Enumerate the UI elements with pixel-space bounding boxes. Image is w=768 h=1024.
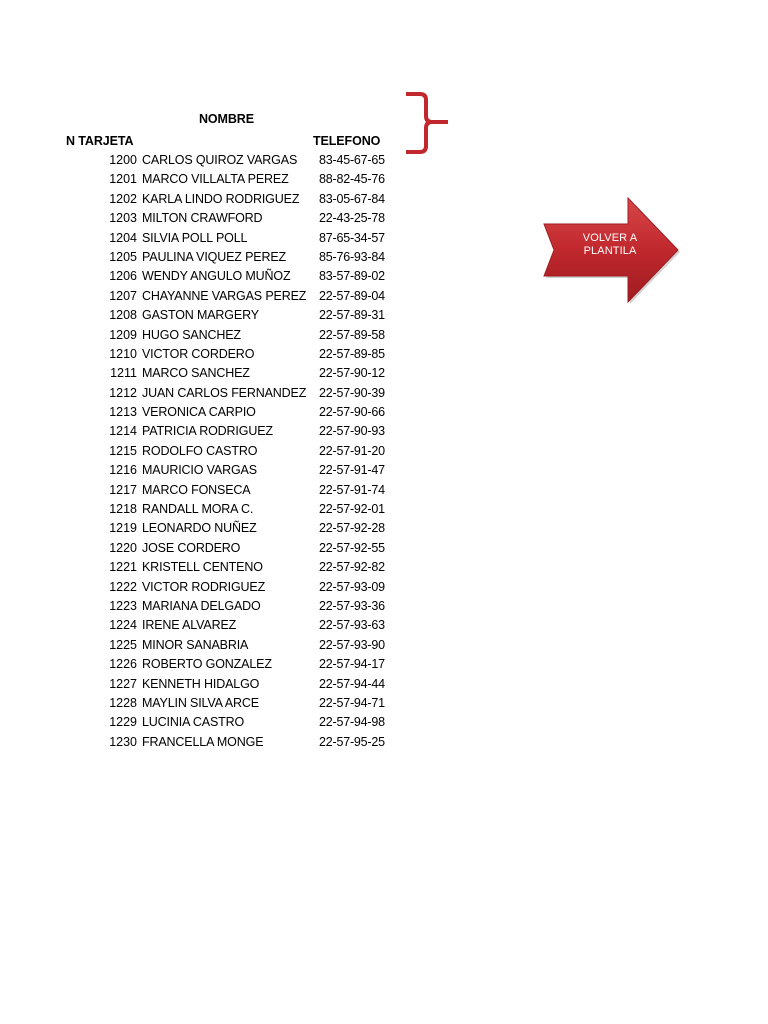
contact-name: PAULINA VIQUEZ PEREZ [142, 249, 287, 264]
phone-number: 22-57-94-98 [319, 715, 385, 730]
volver-label-line2: PLANTILA [583, 245, 637, 257]
card-number: 1209 [109, 327, 137, 342]
contact-name: RODOLFO CASTRO [142, 443, 258, 458]
card-number: 1221 [109, 560, 137, 575]
phone-number: 22-57-89-31 [319, 308, 385, 323]
contact-name: CHAYANNE VARGAS PEREZ [142, 288, 307, 303]
table-row [0, 694, 420, 713]
contact-name: PATRICIA RODRIGUEZ [142, 424, 273, 439]
table-row [0, 209, 420, 228]
contact-name: WENDY ANGULO MUÑOZ [142, 269, 291, 284]
card-number: 1201 [109, 172, 137, 187]
table-row [0, 481, 420, 500]
card-number: 1205 [109, 249, 137, 264]
table-row [0, 384, 420, 403]
table-row [0, 364, 420, 383]
table-row [0, 326, 420, 345]
phone-number: 85-76-93-84 [319, 249, 385, 264]
phone-number: 87-65-34-57 [319, 230, 385, 245]
contact-name: ROBERTO GONZALEZ [142, 657, 272, 672]
table-row [0, 539, 420, 558]
card-number: 1215 [109, 443, 137, 458]
table-row [0, 170, 420, 189]
contact-name: MINOR SANABRIA [142, 637, 249, 652]
card-number: 1220 [109, 540, 137, 555]
contact-name: JOSE CORDERO [142, 540, 241, 555]
contact-name: MARIANA DELGADO [142, 598, 261, 613]
card-number: 1211 [110, 366, 137, 381]
phone-number: 22-57-95-25 [319, 734, 385, 749]
phone-number: 22-57-89-04 [319, 288, 385, 303]
table-row [0, 190, 420, 209]
phone-number: 22-57-92-28 [319, 521, 385, 536]
contact-name: LEONARDO NUÑEZ [142, 521, 257, 536]
phone-number: 22-57-92-01 [319, 502, 385, 517]
phone-number: 83-05-67-84 [319, 191, 385, 206]
table-row [0, 578, 420, 597]
table-row [0, 519, 420, 538]
phone-number: 83-45-67-65 [319, 153, 385, 167]
phone-number: 22-57-93-09 [319, 579, 385, 594]
table-row [0, 306, 420, 325]
contact-name: HUGO SANCHEZ [142, 327, 241, 342]
card-number: 1202 [109, 191, 137, 206]
card-number: 1212 [109, 385, 137, 400]
column-header-n-tarjeta: N TARJETA [66, 134, 134, 148]
contact-name: RANDALL MORA C. [142, 502, 254, 517]
card-number: 1200 [109, 153, 137, 167]
contact-name: FRANCELLA MONGE [142, 734, 264, 749]
phone-number: 22-57-89-58 [319, 327, 385, 342]
right-curly-brace-icon [400, 88, 456, 158]
table-row [0, 442, 420, 461]
phone-number: 22-43-25-78 [319, 211, 385, 226]
card-number: 1213 [109, 405, 137, 420]
phone-number: 22-57-94-17 [319, 657, 385, 672]
contact-name: MAYLIN SILVA ARCE [142, 695, 259, 710]
table-row [0, 636, 420, 655]
card-number: 1229 [109, 715, 137, 730]
contact-name: KRISTELL CENTENO [142, 560, 263, 575]
table-row [0, 733, 420, 752]
volver-button-label [558, 232, 662, 258]
table-row [0, 655, 420, 674]
phone-number: 22-57-92-82 [319, 560, 385, 575]
card-number: 1218 [109, 502, 137, 517]
table-row [0, 616, 420, 635]
card-number: 1216 [109, 463, 137, 478]
contact-name: MARCO SANCHEZ [142, 366, 250, 381]
table-row [0, 422, 420, 441]
table-row [0, 461, 420, 480]
card-number: 1222 [109, 579, 137, 594]
contact-name: SILVIA POLL POLL [142, 230, 248, 245]
phone-number: 83-57-89-02 [319, 269, 385, 284]
contact-name: KENNETH HIDALGO [142, 676, 260, 691]
phone-number: 22-57-92-55 [319, 540, 385, 555]
phone-number: 22-57-94-44 [319, 676, 385, 691]
card-number: 1207 [109, 288, 137, 303]
table-row [0, 229, 420, 248]
contact-name: VERONICA CARPIO [142, 405, 256, 420]
phone-number: 22-57-93-90 [319, 637, 385, 652]
table-row [0, 597, 420, 616]
card-number: 1219 [109, 521, 137, 536]
phone-number: 22-57-90-12 [319, 366, 385, 381]
card-number: 1223 [109, 598, 137, 613]
card-number: 1210 [109, 346, 137, 361]
phone-number: 22-57-90-93 [319, 424, 385, 439]
contact-name: JUAN CARLOS FERNANDEZ [142, 385, 307, 400]
phone-number: 22-57-91-74 [319, 482, 385, 497]
phone-number: 22-57-90-66 [319, 405, 385, 420]
card-number: 1225 [109, 637, 137, 652]
table-row [0, 267, 420, 286]
table-row [0, 675, 420, 694]
phone-number: 22-57-91-47 [319, 463, 385, 478]
table-row [0, 500, 420, 519]
contact-name: IRENE ALVAREZ [142, 618, 237, 633]
table-row [0, 558, 420, 577]
phone-number: 22-57-90-39 [319, 385, 385, 400]
contact-name: VICTOR CORDERO [142, 346, 255, 361]
contact-name: MILTON CRAWFORD [142, 211, 263, 226]
table-row [0, 287, 420, 306]
card-number: 1204 [109, 230, 137, 245]
table-row [0, 151, 420, 170]
table-row [0, 403, 420, 422]
card-number: 1224 [109, 618, 137, 633]
card-number: 1208 [109, 308, 137, 323]
contact-name: MAURICIO VARGAS [142, 463, 257, 478]
contact-name: KARLA LINDO RODRIGUEZ [142, 191, 300, 206]
card-number: 1227 [109, 676, 137, 691]
contact-name: GASTON MARGERY [142, 308, 259, 323]
contact-table [0, 151, 420, 752]
card-number: 1217 [109, 482, 137, 497]
card-number: 1226 [109, 657, 137, 672]
contact-name: CARLOS QUIROZ VARGAS [142, 153, 298, 167]
contact-name: LUCINIA CASTRO [142, 715, 245, 730]
phone-number: 88-82-45-76 [319, 172, 385, 187]
table-row [0, 713, 420, 732]
card-number: 1206 [109, 269, 137, 284]
volver-label-line1: VOLVER A [582, 232, 638, 244]
card-number: 1214 [109, 424, 137, 439]
card-number: 1203 [109, 211, 137, 226]
phone-number: 22-57-93-36 [319, 598, 385, 613]
phone-number: 22-57-91-20 [319, 443, 385, 458]
column-header-telefono: TELEFONO [313, 134, 381, 148]
contact-name: MARCO VILLALTA PEREZ [142, 172, 289, 187]
contact-name: VICTOR RODRIGUEZ [142, 579, 266, 594]
phone-number: 22-57-94-71 [319, 695, 385, 710]
phone-number: 22-57-93-63 [319, 618, 385, 633]
volver-a-plantila-button[interactable] [540, 194, 682, 306]
card-number: 1230 [109, 734, 137, 749]
table-row [0, 248, 420, 267]
table-row [0, 345, 420, 364]
column-header-nombre: NOMBRE [199, 112, 254, 126]
phone-number: 22-57-89-85 [319, 346, 385, 361]
card-number: 1228 [109, 695, 137, 710]
contact-name: MARCO FONSECA [142, 482, 251, 497]
